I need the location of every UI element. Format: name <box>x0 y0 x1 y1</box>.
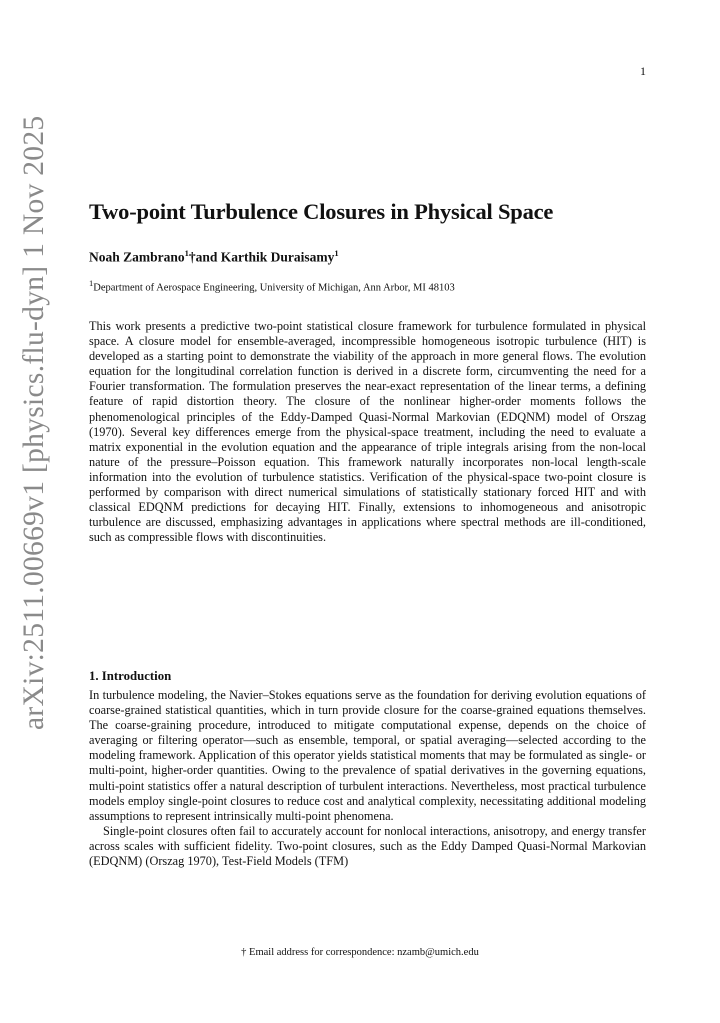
footnote: † Email address for correspondence: nzamb@umich.edu <box>241 947 479 958</box>
affiliation <box>89 278 646 294</box>
page-number: 1 <box>640 64 646 78</box>
affiliation-mark: 1 <box>334 248 339 258</box>
affiliation-text: Department of Aerospace Engineering, University of Michigan, Ann Arbor, MI 48103 <box>93 282 455 294</box>
paragraph: Single-point closures often fail to accurately account for nonlocal interactions, anisotropy, and energy transfer across scales with sufficient fidelity. Two-point closures, such as the Eddy Damped Quasi-Normal Markovian (EDQNM) (Orszag 1970), Test-Field Models (TFM) <box>89 823 646 869</box>
affiliation-mark: 1 <box>89 278 94 288</box>
paper-title: Two-point Turbulence Closures in Physical Space <box>89 199 554 224</box>
paragraph: In turbulence modeling, the Navier–Stokes equations serve as the foundation for deriving evolution equations of coarse-grained statistical quantities, which in turn provide closure for the coarse-grained equations themselves. The coarse-graining procedure, introduced to mitigate computational expense, depends on the choice of averaging or filtering operator—such as ensemble, temporal, or spatial averaging—selected according to the modeling framework. Application of this operator yields statistical moments that may be formulated as single- or multi-point, higher-order quantities. Owing to the prevalence of spatial derivatives in the governing equations, multi-point statistics offer a natural description of turbulent interactions. Nevertheless, most practical turbulence models employ single-point closures to reduce cost and analytical complexity, necessitating additional modeling assumptions to represent intrinsically multi-point phenomena. <box>89 688 646 823</box>
section-heading: 1. Introduction <box>89 669 172 683</box>
affiliation-mark: 1 <box>184 248 189 258</box>
author-name: and Karthik Duraisamy <box>195 249 335 265</box>
arxiv-stamp: arXiv:2511.00669v1 [physics.flu-dyn] 1 Nov 2025 <box>18 115 50 730</box>
dagger-mark: † <box>188 249 196 265</box>
introduction-body <box>89 688 646 869</box>
author-line <box>89 248 646 266</box>
author-name: Noah Zambrano <box>89 249 185 265</box>
abstract: This work presents a predictive two-point statistical closure framework for turbulence formulated in physical space. A closure model for ensemble-averaged, incompressible homogeneous isotropic turbulence (HIT) is developed as a starting point to demonstrate the viability of the approach in more general flows. The evolution equation for the longitudinal correlation function is derived in a discrete form, circumventing the need for a Fourier transformation. The formulation preserves the near-exact representation of the linear terms, a defining feature of rapid distortion theory. The closure of the nonlinear higher-order moments follows the phenomenological principles of the Eddy-Damped Quasi-Normal Markovian (EDQNM) model of Orszag (1970). Several key differences emerge from the physical-space treatment, including the need to evaluate a matrix exponential in the evolution equation and the appearance of triple integrals arising from the non-local nature of the pressure–Poisson equation. This framework naturally incorporates non-local length-scale information into the evolution of turbulence statistics. Verification of the physical-space two-point closure is performed by comparison with direct numerical simulations of statistically stationary forced HIT and with classical EDQNM predictions for decaying HIT. Finally, extensions to inhomogeneous and anisotropic turbulence are discussed, emphasizing advantages in applications where spectral methods are ill-conditioned, such as compressible flows with discontinuities. <box>89 319 646 545</box>
